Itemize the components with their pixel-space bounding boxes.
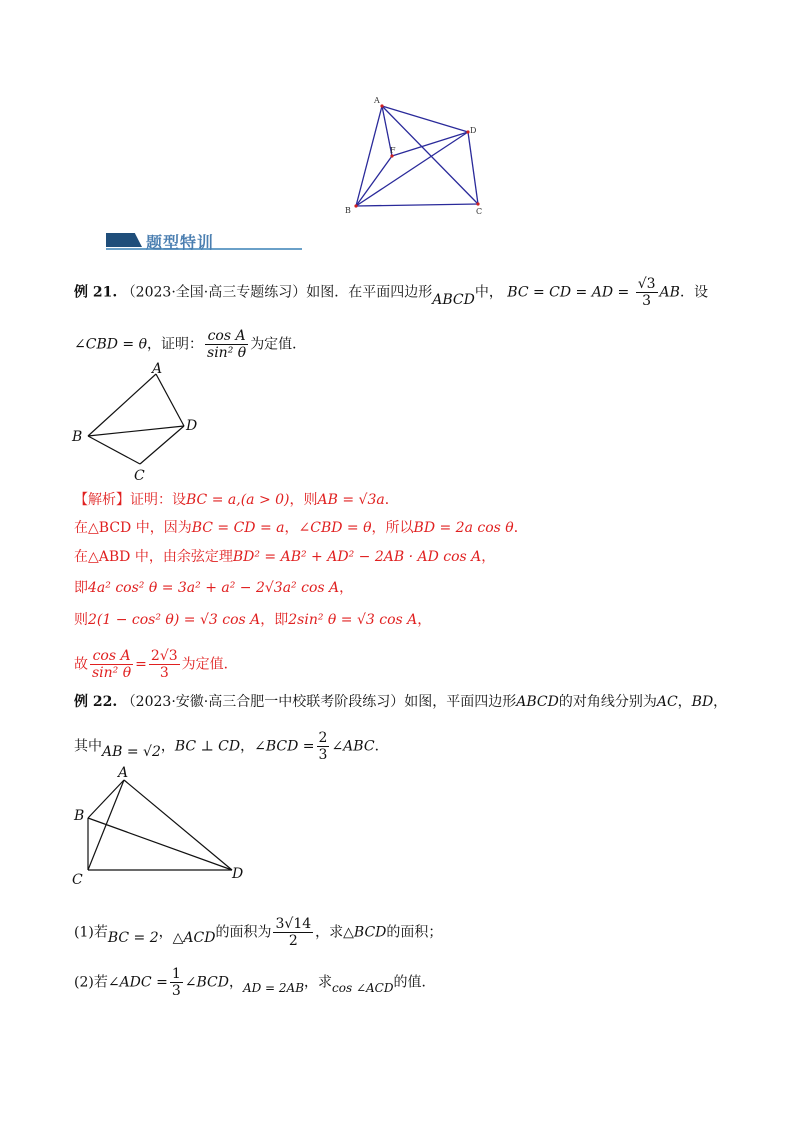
solution21-line3: 在△ABD 中，由余弦定理BD² = AB² + AD² − 2AB · AD cos A， [74,549,496,565]
solution-tag: 【解析】 [74,492,130,508]
ex21-line1 [74,276,708,309]
ex22-question-1: (1)若BC = 2，△ACD的面积为 $\frac{3√14}{2}$ ，求△BCD的面积； [74,916,443,949]
label-A: A [374,96,380,105]
banner-title: 题型特训 [146,233,215,252]
ex22-label-A: A [118,765,129,781]
ex21-heading: 例 21. [74,284,118,301]
solution21-line6: 故 $\frac{\text{cos A}}{\text{sin² θ}}$ = $\frac{2√3}{3}$ 为定值． [74,648,238,681]
ex22-label-C: C [72,872,83,887]
ex21-angle: ∠CBD = θ [74,336,148,353]
label-D: D [470,126,477,135]
ex21-label-C: C [134,468,145,484]
q1-fraction: $\frac{3√14}{2}$ [275,916,312,949]
ex21-tail: ．设 [679,284,708,301]
ex21-line2-tail: 为定值． [250,336,307,353]
label-C: C [476,207,483,216]
ex21-prove: ，证明： [147,336,204,353]
ex22-line2: 其中AB = √2，BC ⊥ CD，∠BCD = $\frac{2}{3}$ ∠ABC． [74,730,389,763]
ex22-question-2: (2)若∠ADC = $\frac{1}{3}$ ∠BCD，AD = 2AB，求cos ∠ACD的值． [74,966,436,999]
solution21-line1: 【解析】证明：设BC = a,(a > 0)，则AB = √3a． [74,492,399,508]
ex21-eq-rhs: AB [659,284,680,301]
ex21-eq-lhs: BC = CD = AD = [507,284,630,301]
ex22-figure [68,762,258,887]
banner-bar [106,233,142,247]
ex22-line1: 例 22. （2023·安徽·高三合肥一中校联考阶段练习）如图，平面四边形ABCD的对角线分别为AC，BD， [74,694,728,710]
solution21-line2: 在△BCD 中，因为BC = CD = a，∠CBD = θ，所以BD = 2a cos θ． [74,520,528,536]
ex21-source: （2023·全国·高三专题练习）如图．在平面四边形 [121,284,433,301]
ex21-line2 [74,328,306,361]
ex22-label-D: D [232,866,244,882]
label-B: B [345,206,351,215]
ex22-heading: 例 22. [74,694,118,710]
solution-fraction-2: $\frac{2√3}{3}$ [150,648,178,681]
ex21-quad: ABCD [432,291,475,308]
ex21-label-D: D [186,418,198,434]
ex22-label-B: B [74,808,85,824]
label-F: F [390,146,396,155]
ex21-label-B: B [72,429,83,445]
ex21-figure [68,360,218,485]
ex21-label-A: A [152,361,163,377]
solution21-line5: 则2(1 − cos² θ) = √3 cos A，即2sin² θ = √3 cos A， [74,612,432,628]
top-quadrilateral-figure [340,90,500,220]
ex21-fraction: $\frac{√3}{3}$ [637,276,656,309]
ex21-mid: 中， [474,284,503,301]
ex21-prove-fraction: $\frac{\text{cos A}}{\text{sin² θ}}$ [207,328,247,361]
solution-fraction-1: $\frac{\text{cos A}}{\text{sin² θ}}$ [92,648,132,681]
solution21-line4: 即4a² cos² θ = 3a² + a² − 2√3a² cos A， [74,580,354,596]
q2-fraction: $\frac{1}{3}$ [171,966,181,999]
ex22-fraction: $\frac{2}{3}$ [318,730,328,763]
section-banner [106,231,302,251]
